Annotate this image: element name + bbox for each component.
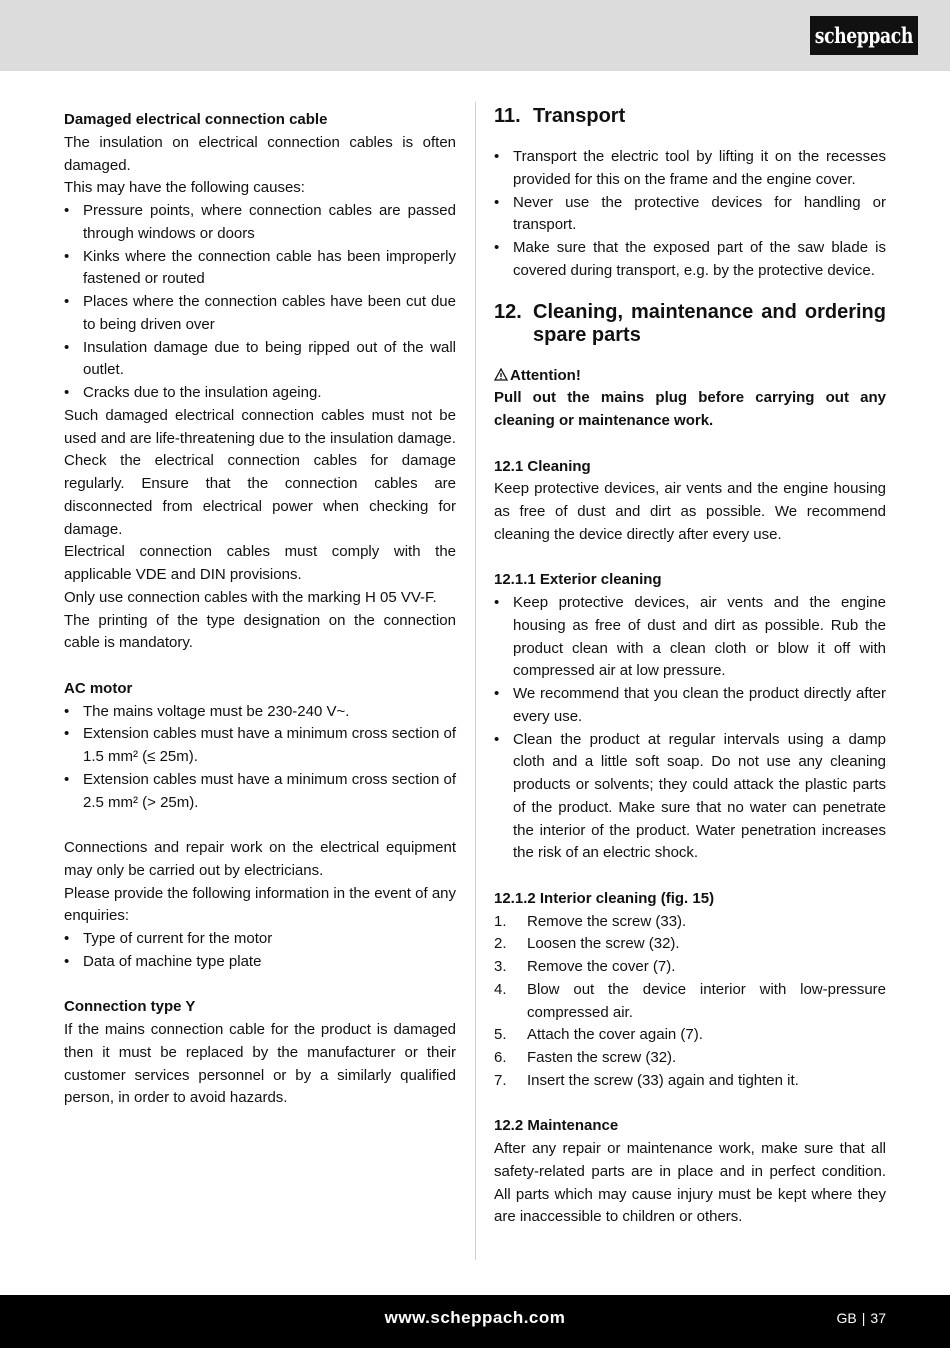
paragraph: Keep protective devices, air vents and the engine housing as free of dust and dirt as possible. We recommend cleaning the device directly after every use. xyxy=(494,480,886,543)
heading-text: Cleaning, maintenance and ordering spare parts xyxy=(533,300,886,346)
page-separator: | xyxy=(861,1310,866,1326)
step-number: 6. xyxy=(494,1049,507,1066)
step-text: Fasten the screw (32). xyxy=(527,1049,677,1066)
paragraph: Electrical connection cables must comply with the applicable VDE and DIN provisions. xyxy=(64,543,456,583)
step-number: 7. xyxy=(494,1071,507,1089)
page-number-value: 37 xyxy=(870,1310,886,1326)
step-number: 4. xyxy=(494,980,507,998)
page-number xyxy=(837,1310,886,1326)
step-item xyxy=(494,911,886,934)
paragraph: If the mains connection cable for the product is damaged then it must be replaced by the manufacturer or their customer services personnel or by a similarly qualified person, in order to avoid hazards. xyxy=(64,1021,456,1107)
list-item: • Transport the electric tool by lifting it on the recesses provided for this on the frame and the engine cover. xyxy=(494,146,886,192)
warning-triangle-icon xyxy=(494,365,510,388)
step-text: Attach the cover again (7). xyxy=(527,1026,703,1044)
step-item xyxy=(494,956,886,979)
page-header xyxy=(0,0,950,71)
section-title-maintenance: 12.2 Maintenance xyxy=(494,1117,619,1135)
list-item: • Never use the protective devices for handling or transport. xyxy=(494,192,886,238)
brand-logo-text: scheppach xyxy=(814,23,914,48)
heading-number: 11. xyxy=(494,105,521,127)
step-text: Blow out the device interior with low-pressure compressed air. xyxy=(527,980,886,1021)
step-item xyxy=(494,933,886,956)
list-item: • Type of current for the motor xyxy=(64,928,456,951)
list-item: • Insulation damage due to being ripped out of the wall outlet. xyxy=(64,337,456,383)
list-item: • Extension cables must have a minimum cross section of 1.5 mm² (≤ 25m). xyxy=(64,723,456,769)
section-title-ac-motor: AC motor xyxy=(64,679,133,697)
heading-text: Transport xyxy=(533,105,626,127)
step-number: 2. xyxy=(494,935,507,953)
list-item: • Keep protective devices, air vents and the engine housing as free of dust and dirt as possible. Rub the product clean with a clean cloth or blow it off with compressed air at low pressure. xyxy=(494,592,886,683)
step-number: 3. xyxy=(494,958,507,975)
language-code: GB xyxy=(836,1310,857,1326)
paragraph: After any repair or maintenance work, make sure that all safety-related parts are in place and in perfect condition. All parts which may cause injury must be kept where they are inaccessible to children or others. xyxy=(494,1140,886,1226)
section-title-exterior-cleaning: 12.1.1 Exterior cleaning xyxy=(494,571,662,589)
heading-cleaning-maintenance xyxy=(494,301,886,347)
heading-transport xyxy=(494,105,886,128)
list-item: • Kinks where the connection cable has been improperly fastened or routed xyxy=(64,246,456,292)
step-item xyxy=(494,1024,886,1047)
section-title-cleaning: 12.1 Cleaning xyxy=(494,457,591,475)
column-divider xyxy=(475,102,476,1260)
paragraph: This may have the following causes: xyxy=(64,179,305,197)
list-item: • Clean the product at regular intervals using a damp cloth and a little soft soap. Do not use any cleaning products or solvents; they could attack the plastic parts of the product. Make sure that no water can penetrate the interior of the product. Water penetration increases the risk of an electric shock. xyxy=(494,729,886,866)
paragraph: The insulation on electrical connection cables is often damaged. xyxy=(64,133,456,174)
right-column xyxy=(494,105,886,1229)
list-item: • Data of machine type plate xyxy=(64,951,456,974)
list-item: • Make sure that the exposed part of the saw blade is covered during transport, e.g. by the protective device. xyxy=(494,237,886,283)
left-column xyxy=(64,109,456,1110)
step-text: Remove the screw (33). xyxy=(527,912,687,930)
attention-label-text: Attention! xyxy=(510,366,581,384)
step-number: 1. xyxy=(494,912,507,930)
footer-website: www.scheppach.com xyxy=(384,1308,566,1327)
list-item: • The mains voltage must be 230-240 V~. xyxy=(64,701,456,724)
step-number: 5. xyxy=(494,1026,507,1044)
step-item xyxy=(494,979,886,1025)
paragraph: Only use connection cables with the marking H 05 VV-F. xyxy=(64,588,437,606)
list-item: • Pressure points, where connection cables are passed through windows or doors xyxy=(64,200,456,246)
attention-label xyxy=(494,365,886,388)
section-title-connection-type-y: Connection type Y xyxy=(64,998,196,1016)
list-item: • We recommend that you clean the product directly after every use. xyxy=(494,683,886,729)
step-text: Remove the cover (7). xyxy=(527,958,676,975)
paragraph: Such damaged electrical connection cables must not be used and are life-threatening due to the insulation damage. xyxy=(64,406,456,447)
heading-number: 12. xyxy=(494,300,522,323)
brand-logo xyxy=(810,16,918,55)
step-text: Insert the screw (33) again and tighten it. xyxy=(527,1071,799,1089)
section-title-interior-cleaning: 12.1.2 Interior cleaning (fig. 15) xyxy=(494,889,715,907)
step-item xyxy=(494,1070,886,1093)
list-item: • Places where the connection cables have been cut due to being driven over xyxy=(64,291,456,337)
paragraph: The printing of the type designation on the connection cable is mandatory. xyxy=(64,611,456,652)
list-item: • Cracks due to the insulation ageing. xyxy=(64,382,456,405)
paragraph: Connections and repair work on the electrical equipment may only be carried out by electricians. xyxy=(64,839,456,879)
step-item xyxy=(494,1047,886,1070)
attention-text: Pull out the mains plug before carrying out any cleaning or maintenance work. xyxy=(494,389,886,429)
list-item: • Extension cables must have a minimum cross section of 2.5 mm² (> 25m). xyxy=(64,769,456,815)
paragraph: Please provide the following information in the event of any enquiries: xyxy=(64,884,456,925)
step-text: Loosen the screw (32). xyxy=(527,935,680,953)
paragraph: Check the electrical connection cables for damage regularly. Ensure that the connection cables are disconnected from electrical power when checking for damage. xyxy=(64,452,456,538)
section-title-damaged-cable: Damaged electrical connection cable xyxy=(64,111,328,128)
page-footer xyxy=(0,1295,950,1348)
